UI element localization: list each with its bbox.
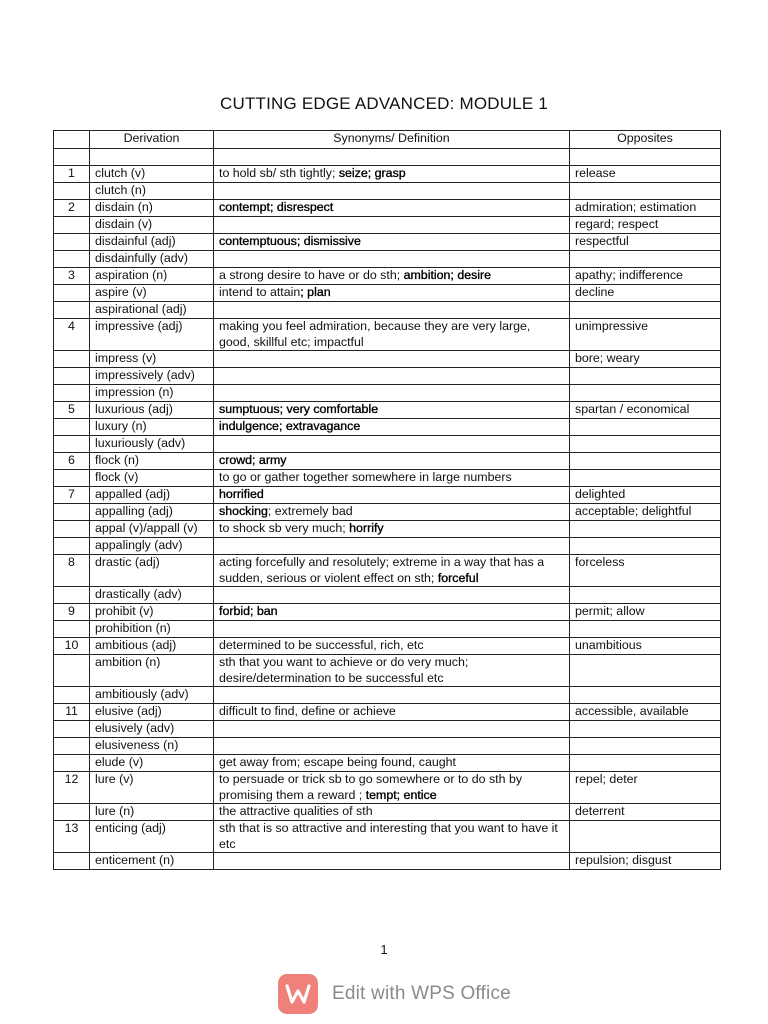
opposites-cell [570, 521, 721, 538]
opposites-cell [570, 655, 721, 687]
row-number [54, 721, 90, 738]
table-row [54, 704, 721, 721]
table-row [54, 655, 721, 687]
opposites-cell: permit; allow [570, 604, 721, 621]
definition-text: determined to be successful, rich, etc [219, 638, 424, 652]
opposites-cell: decline [570, 285, 721, 302]
derivation-cell: disdain (n) [90, 200, 214, 217]
definition-cell [214, 772, 570, 804]
row-number [54, 853, 90, 870]
row-number [54, 234, 90, 251]
row-number [54, 217, 90, 234]
table-body [54, 149, 721, 870]
opposites-cell [570, 302, 721, 319]
opposites-cell [570, 621, 721, 638]
definition-cell [214, 804, 570, 821]
derivation-cell: aspiration (n) [90, 268, 214, 285]
table-row [54, 687, 721, 704]
header-derivation: Derivation [90, 131, 214, 149]
wps-edit-text: Edit with WPS Office [332, 983, 511, 1004]
row-number: 5 [54, 402, 90, 419]
definition-cell [214, 721, 570, 738]
table-row [54, 251, 721, 268]
derivation-cell: clutch (v) [90, 166, 214, 183]
wps-banner[interactable] [278, 972, 511, 1016]
synonym-text: shocking [219, 504, 268, 518]
row-number: 1 [54, 166, 90, 183]
definition-cell [214, 521, 570, 538]
table-row [54, 638, 721, 655]
opposites-cell: forceless [570, 555, 721, 587]
row-number [54, 587, 90, 604]
opposites-cell [570, 436, 721, 453]
derivation-cell [90, 149, 214, 166]
derivation-cell: impressive (adj) [90, 319, 214, 351]
opposites-cell: apathy; indifference [570, 268, 721, 285]
opposites-cell [570, 183, 721, 200]
row-number [54, 419, 90, 436]
definition-text: to persuade or trick sb to go somewhere or to do sth by promising them a reward ; [219, 772, 523, 802]
row-number: 8 [54, 555, 90, 587]
derivation-cell: luxuriously (adv) [90, 436, 214, 453]
derivation-cell: elusive (adj) [90, 704, 214, 721]
derivation-cell: elude (v) [90, 755, 214, 772]
table-row [54, 738, 721, 755]
row-number [54, 285, 90, 302]
row-number [54, 521, 90, 538]
opposites-cell [570, 821, 721, 853]
opposites-cell [570, 538, 721, 555]
definition-cell [214, 621, 570, 638]
derivation-cell: ambitiously (adv) [90, 687, 214, 704]
row-number [54, 687, 90, 704]
derivation-cell: flock (n) [90, 453, 214, 470]
row-number [54, 504, 90, 521]
table-row [54, 368, 721, 385]
derivation-cell: enticement (n) [90, 853, 214, 870]
derivation-cell: appalingly (adv) [90, 538, 214, 555]
synonym-text: sumptuous; very comfortable [219, 402, 379, 416]
derivation-cell: flock (v) [90, 470, 214, 487]
row-number: 10 [54, 638, 90, 655]
row-number: 9 [54, 604, 90, 621]
definition-text: making you feel admiration, because they are very large, good, skillful etc; impactful [219, 319, 531, 349]
table-row [54, 821, 721, 853]
derivation-cell: disdainful (adj) [90, 234, 214, 251]
row-number [54, 351, 90, 368]
table-row [54, 319, 721, 351]
definition-text: sth that is so attractive and interesting that you want to have it etc [219, 821, 558, 851]
definition-cell [214, 604, 570, 621]
row-number [54, 302, 90, 319]
opposites-cell: regard; respect [570, 217, 721, 234]
definition-text: to go or gather together somewhere in large numbers [219, 470, 512, 484]
derivation-cell: aspirational (adj) [90, 302, 214, 319]
synonym-text: horrify [349, 521, 384, 535]
derivation-cell: aspire (v) [90, 285, 214, 302]
opposites-cell: repulsion; disgust [570, 853, 721, 870]
synonym-text: indulgence; extravagance [219, 419, 361, 433]
definition-text: to shock sb very much; [219, 521, 350, 535]
opposites-cell [570, 368, 721, 385]
opposites-cell [570, 721, 721, 738]
table-row [54, 436, 721, 453]
table-row [54, 772, 721, 804]
definition-cell [214, 687, 570, 704]
header-definition: Synonyms/ Definition [214, 131, 570, 149]
vocabulary-table [53, 130, 721, 870]
definition-cell [214, 738, 570, 755]
opposites-cell [570, 687, 721, 704]
row-number: 3 [54, 268, 90, 285]
synonym-text: forbid; ban [219, 604, 278, 618]
opposites-cell: acceptable; delightful [570, 504, 721, 521]
table-header-row [54, 131, 721, 149]
synonym-text: contempt; disrespect [219, 200, 334, 214]
definition-cell [214, 821, 570, 853]
definition-cell [214, 402, 570, 419]
table-row [54, 587, 721, 604]
definition-cell [214, 655, 570, 687]
opposites-cell [570, 755, 721, 772]
opposites-cell: admiration; estimation [570, 200, 721, 217]
row-number: 12 [54, 772, 90, 804]
table-row [54, 149, 721, 166]
definition-cell [214, 319, 570, 351]
table-row [54, 521, 721, 538]
table-row [54, 621, 721, 638]
table-row [54, 555, 721, 587]
table-row [54, 604, 721, 621]
table-row [54, 268, 721, 285]
table-row [54, 285, 721, 302]
table-row [54, 402, 721, 419]
row-number: 7 [54, 487, 90, 504]
row-number [54, 436, 90, 453]
definition-cell [214, 368, 570, 385]
definition-cell [214, 504, 570, 521]
derivation-cell: disdain (v) [90, 217, 214, 234]
row-number [54, 804, 90, 821]
derivation-cell: impress (v) [90, 351, 214, 368]
table-row [54, 351, 721, 368]
row-number: 4 [54, 319, 90, 351]
table-row [54, 183, 721, 200]
table-row [54, 166, 721, 183]
derivation-cell: ambition (n) [90, 655, 214, 687]
opposites-cell: deterrent [570, 804, 721, 821]
derivation-cell: elusively (adv) [90, 721, 214, 738]
derivation-cell: enticing (adj) [90, 821, 214, 853]
table-row [54, 419, 721, 436]
row-number [54, 655, 90, 687]
row-number: 13 [54, 821, 90, 853]
row-number [54, 368, 90, 385]
definition-cell [214, 302, 570, 319]
definition-text: a strong desire to have or do sth; [219, 268, 404, 282]
definition-cell [214, 149, 570, 166]
definition-cell [214, 487, 570, 504]
synonym-text: seize; grasp [338, 166, 406, 180]
derivation-cell: lure (v) [90, 772, 214, 804]
row-number [54, 149, 90, 166]
definition-cell [214, 166, 570, 183]
derivation-cell: appalled (adj) [90, 487, 214, 504]
definition-cell [214, 385, 570, 402]
derivation-cell: disdainfully (adv) [90, 251, 214, 268]
table-row [54, 302, 721, 319]
table-row [54, 385, 721, 402]
derivation-cell: appal (v)/appall (v) [90, 521, 214, 538]
derivation-cell: prohibit (v) [90, 604, 214, 621]
header-opposites: Opposites [570, 131, 721, 149]
opposites-cell [570, 251, 721, 268]
opposites-cell [570, 470, 721, 487]
definition-cell [214, 200, 570, 217]
derivation-cell: lure (n) [90, 804, 214, 821]
table-row [54, 487, 721, 504]
synonym-text: ambition; desire [403, 268, 492, 282]
derivation-cell: drastically (adv) [90, 587, 214, 604]
opposites-cell [570, 453, 721, 470]
derivation-cell: elusiveness (n) [90, 738, 214, 755]
row-number: 2 [54, 200, 90, 217]
definition-cell [214, 853, 570, 870]
definition-text: the attractive qualities of sth [219, 804, 373, 818]
table-row [54, 804, 721, 821]
definition-cell [214, 538, 570, 555]
definition-text: sth that you want to achieve or do very much; desire/determination to be successful etc [219, 655, 469, 685]
derivation-cell: ambitious (adj) [90, 638, 214, 655]
table-row [54, 200, 721, 217]
table-row [54, 217, 721, 234]
definition-cell [214, 183, 570, 200]
opposites-cell: delighted [570, 487, 721, 504]
row-number [54, 621, 90, 638]
definition-cell [214, 755, 570, 772]
row-number [54, 755, 90, 772]
opposites-cell [570, 587, 721, 604]
definition-text: difficult to find, define or achieve [219, 704, 396, 718]
table-row [54, 721, 721, 738]
definition-cell [214, 470, 570, 487]
synonym-text: horrified [219, 487, 264, 501]
row-number [54, 470, 90, 487]
definition-cell [214, 268, 570, 285]
derivation-cell: impressively (adv) [90, 368, 214, 385]
definition-cell [214, 587, 570, 604]
row-number [54, 251, 90, 268]
opposites-cell: unambitious [570, 638, 721, 655]
opposites-cell: unimpressive [570, 319, 721, 351]
row-number: 6 [54, 453, 90, 470]
definition-cell [214, 419, 570, 436]
definition-cell [214, 217, 570, 234]
synonym-text: contemptuous; dismissive [219, 234, 361, 248]
opposites-cell: accessible, available [570, 704, 721, 721]
document-title: CUTTING EDGE ADVANCED: MODULE 1 [220, 94, 548, 113]
header-number [54, 131, 90, 149]
table-row [54, 453, 721, 470]
table-row [54, 755, 721, 772]
definition-cell [214, 351, 570, 368]
definition-cell [214, 453, 570, 470]
derivation-cell: appalling (adj) [90, 504, 214, 521]
derivation-cell: impression (n) [90, 385, 214, 402]
derivation-cell: luxurious (adj) [90, 402, 214, 419]
wps-logo-icon [278, 974, 318, 1014]
derivation-cell: clutch (n) [90, 183, 214, 200]
definition-text: get away from; escape being found, caught [219, 755, 456, 769]
derivation-cell: prohibition (n) [90, 621, 214, 638]
synonym-text: forceful [437, 570, 479, 585]
synonym-text: crowd; army [219, 453, 287, 467]
opposites-cell: spartan / economical [570, 402, 721, 419]
opposites-cell [570, 149, 721, 166]
table-row [54, 470, 721, 487]
definition-text: acting forcefully and resolutely; extreme in a way that has a sudden, serious or violent effect on sth; [219, 555, 545, 585]
opposites-cell: release [570, 166, 721, 183]
definition-cell [214, 436, 570, 453]
opposites-cell: repel; deter [570, 772, 721, 804]
table-row [54, 853, 721, 870]
definition-cell [214, 638, 570, 655]
row-number [54, 738, 90, 755]
definition-cell [214, 555, 570, 587]
synonym-text: tempt; entice [365, 787, 437, 802]
opposites-cell: respectful [570, 234, 721, 251]
page-number: 1 [380, 942, 388, 957]
synonym-text: ; plan [300, 285, 331, 299]
row-number [54, 183, 90, 200]
table-row [54, 538, 721, 555]
opposites-cell [570, 419, 721, 436]
opposites-cell [570, 738, 721, 755]
opposites-cell: bore; weary [570, 351, 721, 368]
definition-cell [214, 285, 570, 302]
row-number: 11 [54, 704, 90, 721]
definition-cell [214, 704, 570, 721]
row-number [54, 538, 90, 555]
row-number [54, 385, 90, 402]
definition-text: intend to attain [219, 285, 301, 299]
definition-text: to hold sb/ sth tightly; [219, 166, 339, 180]
derivation-cell: luxury (n) [90, 419, 214, 436]
definition-cell [214, 234, 570, 251]
definition-text: ; extremely bad [267, 504, 353, 518]
opposites-cell [570, 385, 721, 402]
derivation-cell: drastic (adj) [90, 555, 214, 587]
definition-cell [214, 251, 570, 268]
table-row [54, 504, 721, 521]
table-row [54, 234, 721, 251]
